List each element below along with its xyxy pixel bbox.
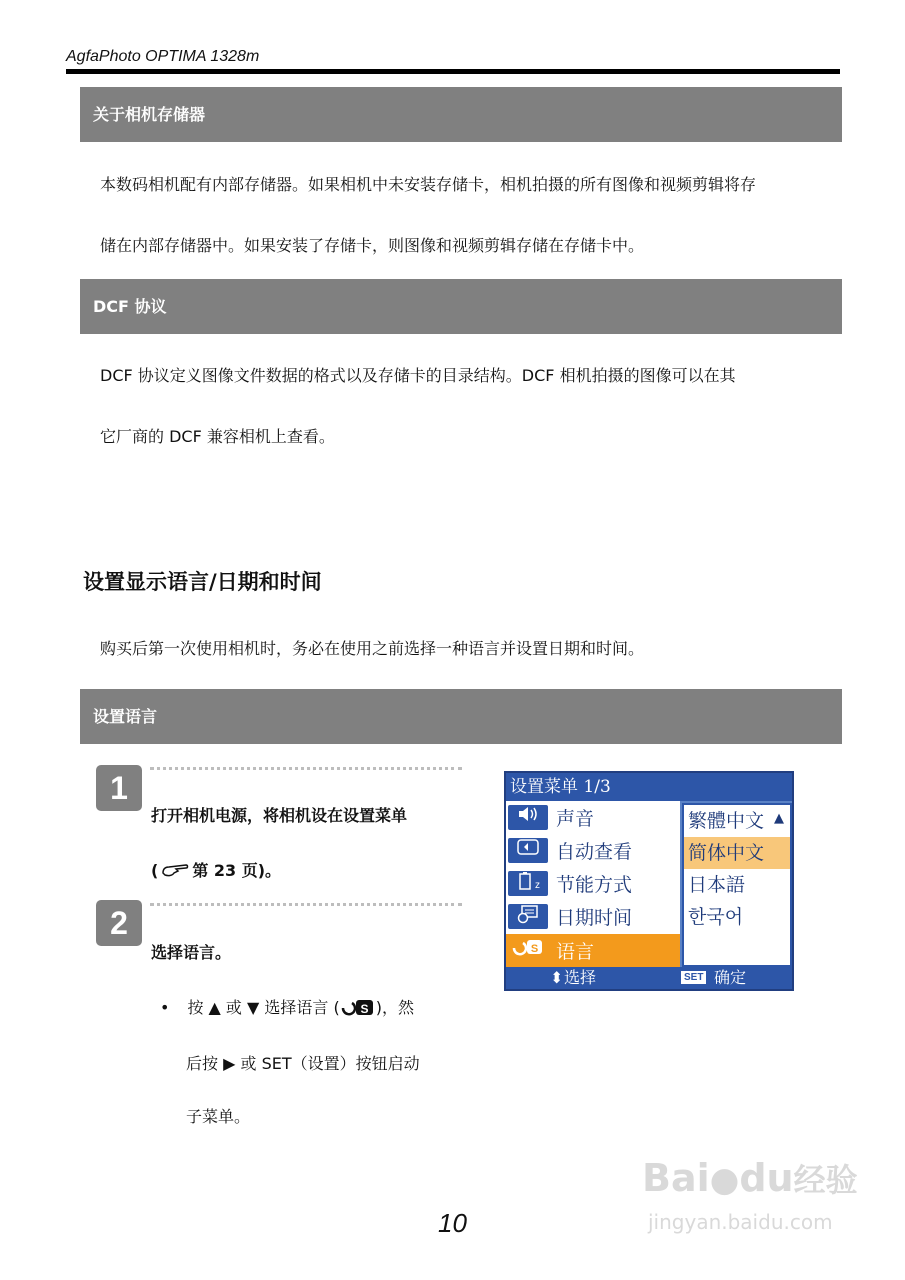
paw-icon: ● bbox=[709, 1160, 740, 1200]
dcf-paragraph bbox=[100, 345, 845, 467]
lcd-menu-title: 设置菜单 1/3 bbox=[506, 773, 792, 801]
language-icon bbox=[508, 938, 548, 963]
page-number: 10 bbox=[438, 1208, 467, 1238]
section-heading: 关于相机存储器 bbox=[93, 105, 206, 124]
footer-confirm-label: 确定 bbox=[714, 968, 747, 987]
lcd-item-label: 语言 bbox=[556, 941, 595, 963]
watermark-cn: 经验 bbox=[793, 1161, 858, 1199]
pointing-hand-icon bbox=[160, 861, 190, 883]
lcd-item-label: 声音 bbox=[556, 808, 595, 830]
lang-option[interactable]: 繁體中文 bbox=[688, 810, 765, 832]
dcf-line-2: 它厂商的 DCF 兼容相机上查看。 bbox=[100, 427, 335, 446]
watermark-brand: Bai bbox=[642, 1156, 710, 1200]
baidu-watermark bbox=[642, 1155, 858, 1201]
lcd-item-sound[interactable] bbox=[506, 801, 680, 834]
auto-review-icon bbox=[508, 838, 548, 863]
step-1-number: 1 bbox=[96, 765, 142, 811]
calendar-clock-icon bbox=[508, 904, 548, 929]
step-2-divider bbox=[150, 903, 462, 906]
scroll-up-arrow-icon: ▲ bbox=[774, 811, 784, 826]
section-heading: DCF 协议 bbox=[93, 297, 167, 316]
section-bar-dcf bbox=[80, 279, 842, 334]
bullet-text-2: )，然 bbox=[375, 998, 414, 1017]
lcd-language-submenu bbox=[682, 803, 792, 967]
bullet-dot: • bbox=[160, 998, 170, 1017]
watermark-url: jingyan.baidu.com bbox=[648, 1210, 833, 1234]
step-1-divider bbox=[150, 767, 462, 770]
footer-select-label: 选择 bbox=[564, 968, 597, 987]
lcd-item-language-selected[interactable] bbox=[506, 934, 680, 967]
speaker-icon bbox=[508, 805, 548, 830]
step-2-number: 2 bbox=[96, 900, 142, 946]
lcd-menu-list bbox=[506, 801, 680, 967]
ref-paren: ( bbox=[151, 861, 159, 880]
camera-setup-menu-screen bbox=[504, 771, 794, 991]
language-icon bbox=[341, 999, 375, 1020]
lang-option[interactable]: 日本語 bbox=[688, 874, 746, 896]
lcd-footer bbox=[506, 967, 792, 989]
battery-sleep-icon bbox=[508, 871, 548, 896]
section-bar-language bbox=[80, 689, 842, 744]
lcd-item-power-save[interactable] bbox=[506, 867, 680, 900]
step-1-text: 打开相机电源，将相机设在设置菜单 bbox=[151, 806, 408, 825]
bullet-line-2: 后按 ▶ 或 SET（设置）按钮启动 bbox=[186, 1054, 420, 1073]
watermark-brand-2: du bbox=[739, 1156, 794, 1200]
lcd-item-label: 日期时间 bbox=[556, 907, 633, 929]
lcd-item-label: 自动查看 bbox=[556, 841, 633, 863]
section-heading: 设置语言 bbox=[93, 707, 158, 726]
lcd-item-label: 节能方式 bbox=[556, 874, 633, 896]
section-bar-memory bbox=[80, 87, 842, 142]
dcf-line-1: DCF 协议定义图像文件数据的格式以及存储卡的目录结构。DCF 相机拍摄的图像可以在其 bbox=[100, 366, 736, 385]
up-down-arrows-icon: ⬍ bbox=[550, 968, 564, 987]
step-1-reference bbox=[151, 858, 281, 883]
memory-paragraph bbox=[100, 154, 845, 276]
bullet-line-3: 子菜单。 bbox=[186, 1107, 251, 1126]
set-button-badge: SET bbox=[681, 971, 706, 984]
document-header-title: AgfaPhoto OPTIMA 1328m bbox=[66, 48, 260, 65]
memory-line-2: 储在内部存储器中。如果安装了存储卡，则图像和视频剪辑存储在存储卡中。 bbox=[100, 236, 645, 255]
header-rule bbox=[66, 69, 840, 74]
memory-line-1: 本数码相机配有内部存储器。如果相机中未安装存储卡，相机拍摄的所有图像和视频剪辑将存 bbox=[100, 175, 757, 194]
step-2-text: 选择语言。 bbox=[151, 943, 232, 962]
lcd-item-date-time[interactable] bbox=[506, 900, 680, 933]
svg-text:S: S bbox=[360, 1002, 369, 1016]
svg-text:z: z bbox=[535, 880, 540, 891]
setup-title: 设置显示语言/日期和时间 bbox=[83, 570, 322, 594]
lcd-item-auto-review[interactable] bbox=[506, 834, 680, 867]
bullet-text-1: 按 ▲ 或 ▼ 选择语言 ( bbox=[187, 998, 340, 1017]
setup-intro: 购买后第一次使用相机时，务必在使用之前选择一种语言并设置日期和时间。 bbox=[100, 639, 645, 658]
bullet-line-1 bbox=[160, 995, 414, 1020]
lang-option-selected[interactable]: 简体中文 bbox=[684, 837, 790, 869]
svg-text:S: S bbox=[530, 943, 539, 955]
ref-page: 第 23 页)。 bbox=[192, 861, 282, 880]
lang-option[interactable]: 한국어 bbox=[688, 906, 744, 928]
